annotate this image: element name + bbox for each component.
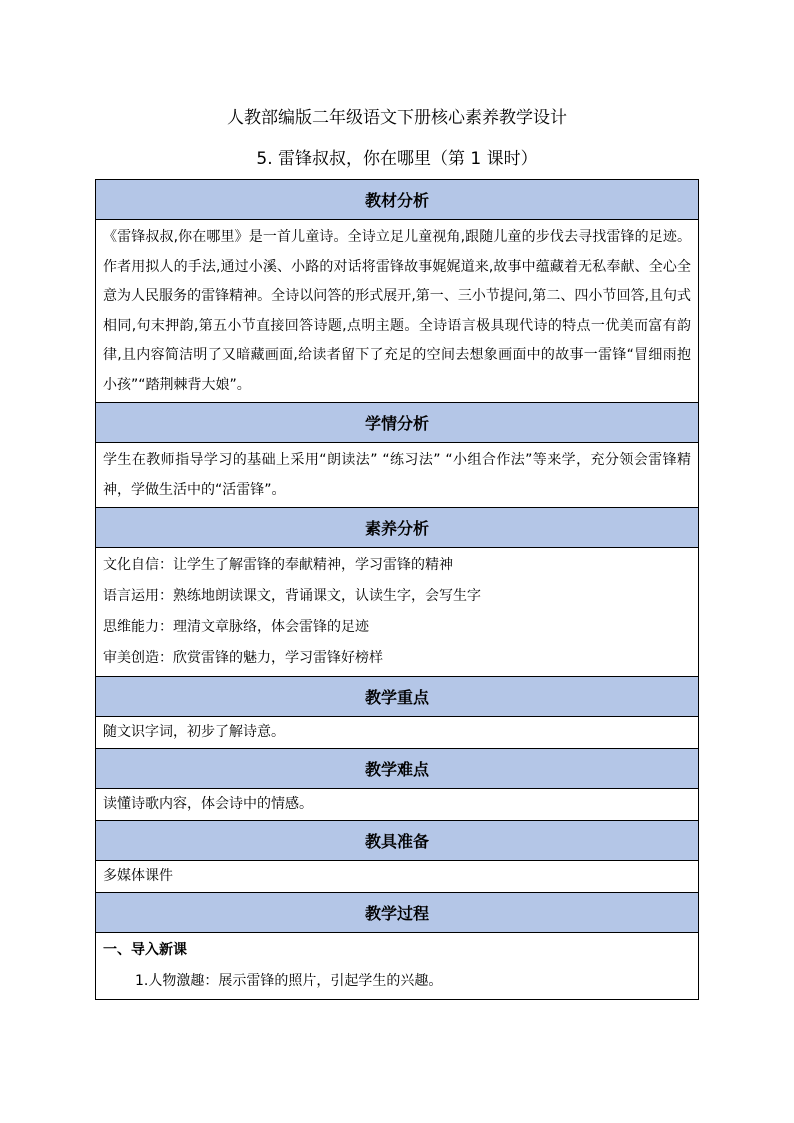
tools-text: 多媒体课件 bbox=[96, 861, 699, 893]
process-step-title: 一、导入新课 bbox=[103, 942, 187, 958]
literacy-line-aesthetic: 审美创造：欣赏雷锋的魅力，学习雷锋好榜样 bbox=[103, 650, 383, 666]
literacy-list bbox=[96, 548, 699, 677]
literacy-line-thinking: 思维能力：理清文章脉络，体会雷锋的足迹 bbox=[103, 619, 369, 635]
process-content bbox=[96, 933, 699, 1000]
lesson-subtitle: 5. 雷锋叔叔，你在哪里（第 1 课时） bbox=[256, 149, 538, 169]
tools-heading-row bbox=[96, 821, 699, 861]
students-content-row bbox=[96, 443, 699, 508]
students-text: 学生在教师指导学习的基础上采用“朗读法” “练习法” “小组合作法”等来学，充分领会雷锋精神，学做生活中的“活雷锋”。 bbox=[96, 443, 699, 508]
literacy-heading-row bbox=[96, 508, 699, 548]
document-title: 人教部编版二年级语文下册核心素养教学设计 bbox=[227, 108, 567, 128]
process-heading: 教学过程 bbox=[96, 893, 699, 933]
students-heading-row bbox=[96, 403, 699, 443]
material-heading-row bbox=[96, 180, 699, 220]
tools-content-row bbox=[96, 861, 699, 893]
process-content-row bbox=[96, 933, 699, 1000]
difficulties-text: 读懂诗歌内容，体会诗中的情感。 bbox=[96, 789, 699, 821]
material-content-row bbox=[96, 220, 699, 403]
difficulties-heading: 教学难点 bbox=[96, 749, 699, 789]
literacy-line-culture: 文化自信：让学生了解雷锋的奉献精神，学习雷锋的精神 bbox=[103, 557, 453, 573]
material-text: 《雷锋叔叔,你在哪里》是一首儿童诗。全诗立足儿童视角,跟随儿童的步伐去寻找雷锋的足迹。作者用拟人的手法,通过小溪、小路的对话将雷锋故事娓娓道来,故事中蕴藏着无私奉献、全心全意为人民服务的雷锋精神。全诗以问答的形式展开,第一、三小节提问,第二、四小节回答,且句式相同,句末押韵,第五小节直接回答诗题,点明主题。全诗语言极具现代诗的特点一优美而富有韵律,且内容简洁明了又暗藏画面,给读者留下了充足的空间去想象画面中的故事一雷锋“冒细雨抱小孩”“踏荆棘背大娘”。 bbox=[96, 220, 699, 403]
material-heading: 教材分析 bbox=[96, 180, 699, 220]
literacy-heading: 素养分析 bbox=[96, 508, 699, 548]
tools-heading: 教具准备 bbox=[96, 821, 699, 861]
key-points-heading-row bbox=[96, 677, 699, 717]
process-step-item: 1.人物激趣：展示雷锋的照片，引起学生的兴趣。 bbox=[135, 973, 443, 989]
difficulties-content-row bbox=[96, 789, 699, 821]
key-points-content-row bbox=[96, 717, 699, 749]
key-points-heading: 教学重点 bbox=[96, 677, 699, 717]
literacy-line-language: 语言运用：熟练地朗读课文，背诵课文，认读生字，会写生字 bbox=[103, 588, 481, 604]
key-points-text: 随文识字词，初步了解诗意。 bbox=[96, 717, 699, 749]
process-heading-row bbox=[96, 893, 699, 933]
students-heading: 学情分析 bbox=[96, 403, 699, 443]
literacy-content-row bbox=[96, 548, 699, 677]
lesson-plan-table bbox=[95, 179, 699, 1000]
difficulties-heading-row bbox=[96, 749, 699, 789]
